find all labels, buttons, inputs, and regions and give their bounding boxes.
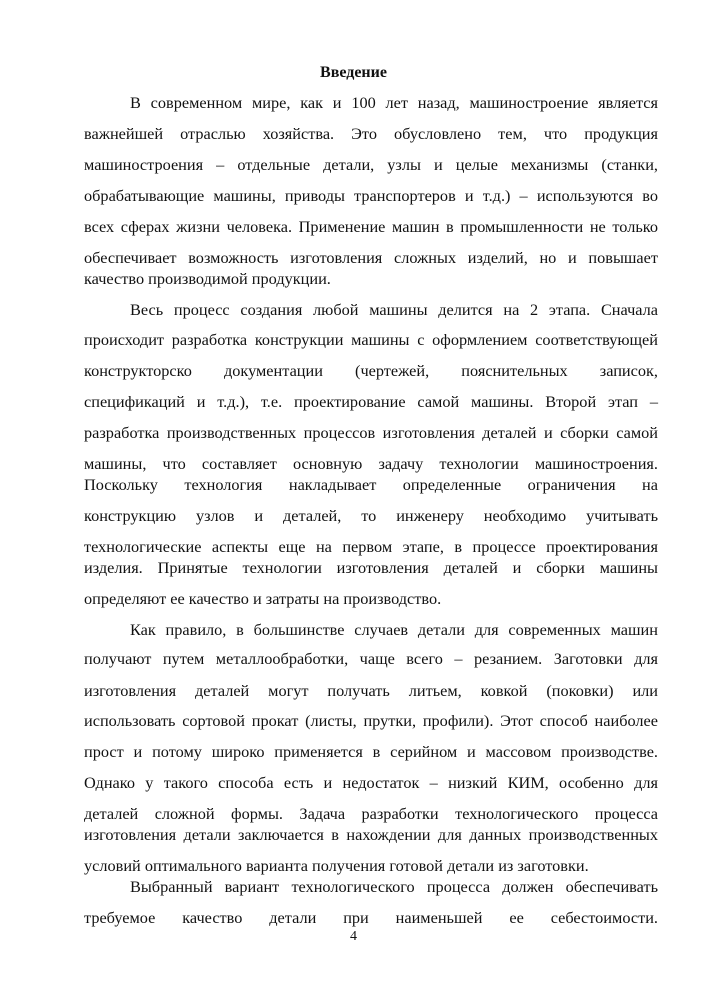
paragraph-2-line-1: Весь процесс создания любой машины делится на 2 этапа. Сначала — [130, 300, 658, 319]
paragraph-1-line-5: всех сферах жизни человека. Применение машин в промышленности не только — [84, 217, 658, 236]
paragraph-1-line-2: важнейшей отраслью хозяйства. Это обусловлено тем, что продукция — [84, 124, 658, 143]
page-number: 4 — [350, 929, 357, 944]
paragraph-3-line-2: получают путем металлообработки, чаще всего – резанием. Заготовки для — [84, 649, 658, 668]
paragraph-3-line-3: изготовления деталей могут получать литьем, ковкой (поковки) или — [84, 681, 658, 700]
paragraph-3-line-1: Как правило, в большинстве случаев детали для современных машин — [130, 620, 658, 639]
paragraph-3-line-6: Однако у такого способа есть и недостаток – низкий КИМ, особенно для — [84, 773, 658, 792]
paragraph-1-line-3: машиностроения – отдельные детали, узлы и целые механизмы (станки, — [84, 155, 658, 174]
paragraph-1-line-7: качество производимой продукции. — [84, 269, 331, 288]
paragraph-3-line-8: изготовления детали заключается в нахождении для данных производственных — [84, 825, 658, 844]
paragraph-3-line-5: прост и потому широко применяется в серийном и массовом производстве. — [84, 742, 658, 761]
paragraph-2-line-10: изделия. Принятые технологии изготовления деталей и сборки машины — [84, 558, 658, 577]
paragraph-2-line-2: происходит разработка конструкции машины с оформлением соответствующей — [84, 330, 658, 349]
paragraph-2-line-7: Поскольку технология накладывает определенные ограничения на — [84, 475, 658, 494]
paragraph-1-line-6: обеспечивает возможность изготовления сложных изделий, но и повышает — [84, 248, 658, 267]
paragraph-1-line-4: обрабатывающие машины, приводы транспортеров и т.д.) – используются во — [84, 186, 658, 205]
paragraph-3-line-9: условий оптимального варианта получения готовой детали из заготовки. — [84, 856, 589, 875]
paragraph-2-line-5: разработка производственных процессов изготовления деталей и сборки самой — [84, 423, 658, 442]
paragraph-2-line-9: технологические аспекты еще на первом этапе, в процессе проектирования — [84, 537, 658, 556]
paragraph-2-line-4: спецификаций и т.д.), т.е. проектирование самой машины. Второй этап – — [84, 392, 658, 411]
paragraph-1-line-1: В современном мире, как и 100 лет назад, машиностроение является — [130, 93, 658, 112]
page-heading: Введение — [320, 64, 387, 81]
paragraph-3-line-4: использовать сортовой прокат (листы, прутки, профили). Этот способ наиболее — [84, 711, 658, 730]
paragraph-2-line-3: конструкторско документации (чертежей, пояснительных записок, — [84, 361, 658, 380]
paragraph-3-line-7: деталей сложной формы. Задача разработки технологического процесса — [84, 804, 658, 823]
paragraph-4-line-2: требуемое качество детали при наименьшей ее себестоимости. — [84, 908, 658, 927]
paragraph-2-line-11: определяют ее качество и затраты на производство. — [84, 589, 442, 608]
paragraph-2-line-6: машины, что составляет основную задачу технологии машиностроения. — [84, 454, 658, 473]
paragraph-2-line-8: конструкцию узлов и деталей, то инженеру необходимо учитывать — [84, 506, 658, 525]
paragraph-4-line-1: Выбранный вариант технологического процесса должен обеспечивать — [130, 877, 658, 896]
